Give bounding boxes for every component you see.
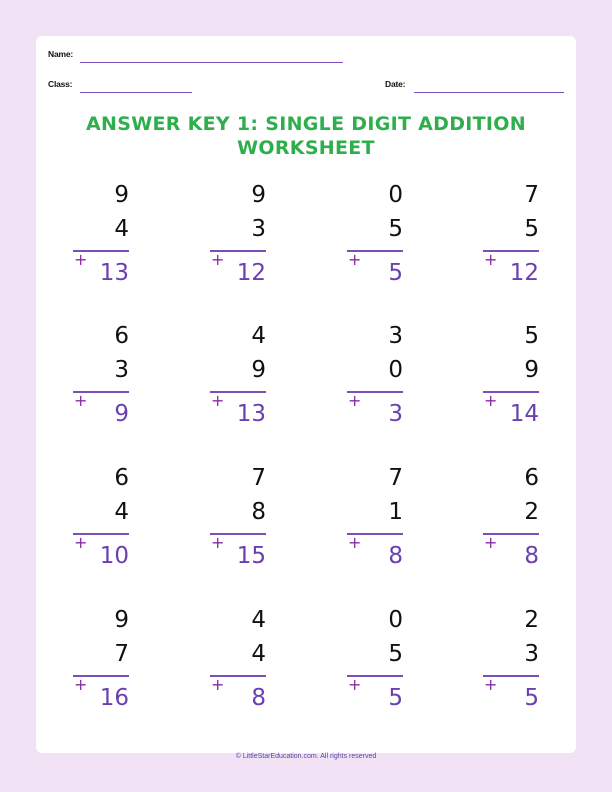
addend-bottom: 4 xyxy=(251,641,266,667)
addend-top: 0 xyxy=(388,182,403,208)
plus-icon: + xyxy=(484,391,498,410)
plus-icon: + xyxy=(74,391,88,410)
addend-top: 4 xyxy=(251,323,266,349)
plus-icon: + xyxy=(348,675,362,694)
addend-top: 6 xyxy=(524,465,539,491)
problem-r2-c1 xyxy=(73,323,129,438)
title-line-1: ANSWER KEY 1: SINGLE DIGIT ADDITION xyxy=(86,113,526,135)
plus-icon: + xyxy=(74,250,88,269)
problem-r2-c2 xyxy=(210,323,266,438)
addend-bottom: 7 xyxy=(114,641,129,667)
addend-bottom: 5 xyxy=(524,216,539,242)
answer: 15 xyxy=(236,543,266,569)
plus-icon: + xyxy=(484,675,498,694)
addend-bottom: 1 xyxy=(388,499,403,525)
title-line-2: WORKSHEET xyxy=(237,137,375,159)
answer: 10 xyxy=(99,543,129,569)
problem-r1-c3 xyxy=(347,182,403,297)
addend-top: 7 xyxy=(251,465,266,491)
class-field-line[interactable] xyxy=(80,92,192,93)
answer: 3 xyxy=(388,401,403,427)
class-label: Class: xyxy=(48,79,73,89)
addend-bottom: 4 xyxy=(114,216,129,242)
answer: 8 xyxy=(251,685,266,711)
addend-bottom: 3 xyxy=(114,357,129,383)
addend-bottom: 9 xyxy=(524,357,539,383)
addend-top: 0 xyxy=(388,607,403,633)
problem-r3-c2 xyxy=(210,465,266,580)
date-field-line[interactable] xyxy=(414,92,564,93)
problem-r3-c4 xyxy=(483,465,539,580)
problem-r3-c1 xyxy=(73,465,129,580)
addend-bottom: 4 xyxy=(114,499,129,525)
date-label: Date: xyxy=(385,79,406,89)
answer: 5 xyxy=(388,260,403,286)
answer: 9 xyxy=(114,401,129,427)
problem-r4-c4 xyxy=(483,607,539,722)
problem-r1-c1 xyxy=(73,182,129,297)
copyright-footer: © LittleStarEducation.com. All rights reserved xyxy=(235,753,377,760)
addend-top: 9 xyxy=(114,607,129,633)
plus-icon: + xyxy=(348,533,362,552)
addend-top: 6 xyxy=(114,323,129,349)
plus-icon: + xyxy=(211,391,225,410)
plus-icon: + xyxy=(484,533,498,552)
answer: 13 xyxy=(99,260,129,286)
addend-top: 9 xyxy=(114,182,129,208)
problem-r4-c3 xyxy=(347,607,403,722)
answer: 8 xyxy=(388,543,403,569)
problem-r1-c2 xyxy=(210,182,266,297)
plus-icon: + xyxy=(211,250,225,269)
plus-icon: + xyxy=(74,533,88,552)
answer: 14 xyxy=(509,401,539,427)
answer: 12 xyxy=(509,260,539,286)
name-label: Name: xyxy=(48,49,73,59)
addend-bottom: 5 xyxy=(388,641,403,667)
answer: 5 xyxy=(524,685,539,711)
addend-top: 6 xyxy=(114,465,129,491)
addend-top: 4 xyxy=(251,607,266,633)
addend-bottom: 2 xyxy=(524,499,539,525)
addend-top: 9 xyxy=(251,182,266,208)
addend-top: 7 xyxy=(524,182,539,208)
addend-bottom: 9 xyxy=(251,357,266,383)
answer: 8 xyxy=(524,543,539,569)
problem-r4-c1 xyxy=(73,607,129,722)
plus-icon: + xyxy=(348,391,362,410)
name-field-line[interactable] xyxy=(80,62,343,63)
answer: 12 xyxy=(236,260,266,286)
problem-r3-c3 xyxy=(347,465,403,580)
plus-icon: + xyxy=(74,675,88,694)
problem-r2-c4 xyxy=(483,323,539,438)
answer: 13 xyxy=(236,401,266,427)
problem-r1-c4 xyxy=(483,182,539,297)
addend-top: 5 xyxy=(524,323,539,349)
addend-top: 3 xyxy=(388,323,403,349)
addend-bottom: 5 xyxy=(388,216,403,242)
answer: 5 xyxy=(388,685,403,711)
answer: 16 xyxy=(99,685,129,711)
plus-icon: + xyxy=(211,533,225,552)
page-title xyxy=(36,112,576,160)
plus-icon: + xyxy=(211,675,225,694)
addend-bottom: 3 xyxy=(251,216,266,242)
plus-icon: + xyxy=(348,250,362,269)
addend-top: 2 xyxy=(524,607,539,633)
addend-top: 7 xyxy=(388,465,403,491)
problem-r2-c3 xyxy=(347,323,403,438)
plus-icon: + xyxy=(484,250,498,269)
problem-r4-c2 xyxy=(210,607,266,722)
addend-bottom: 0 xyxy=(388,357,403,383)
addend-bottom: 3 xyxy=(524,641,539,667)
addend-bottom: 8 xyxy=(251,499,266,525)
